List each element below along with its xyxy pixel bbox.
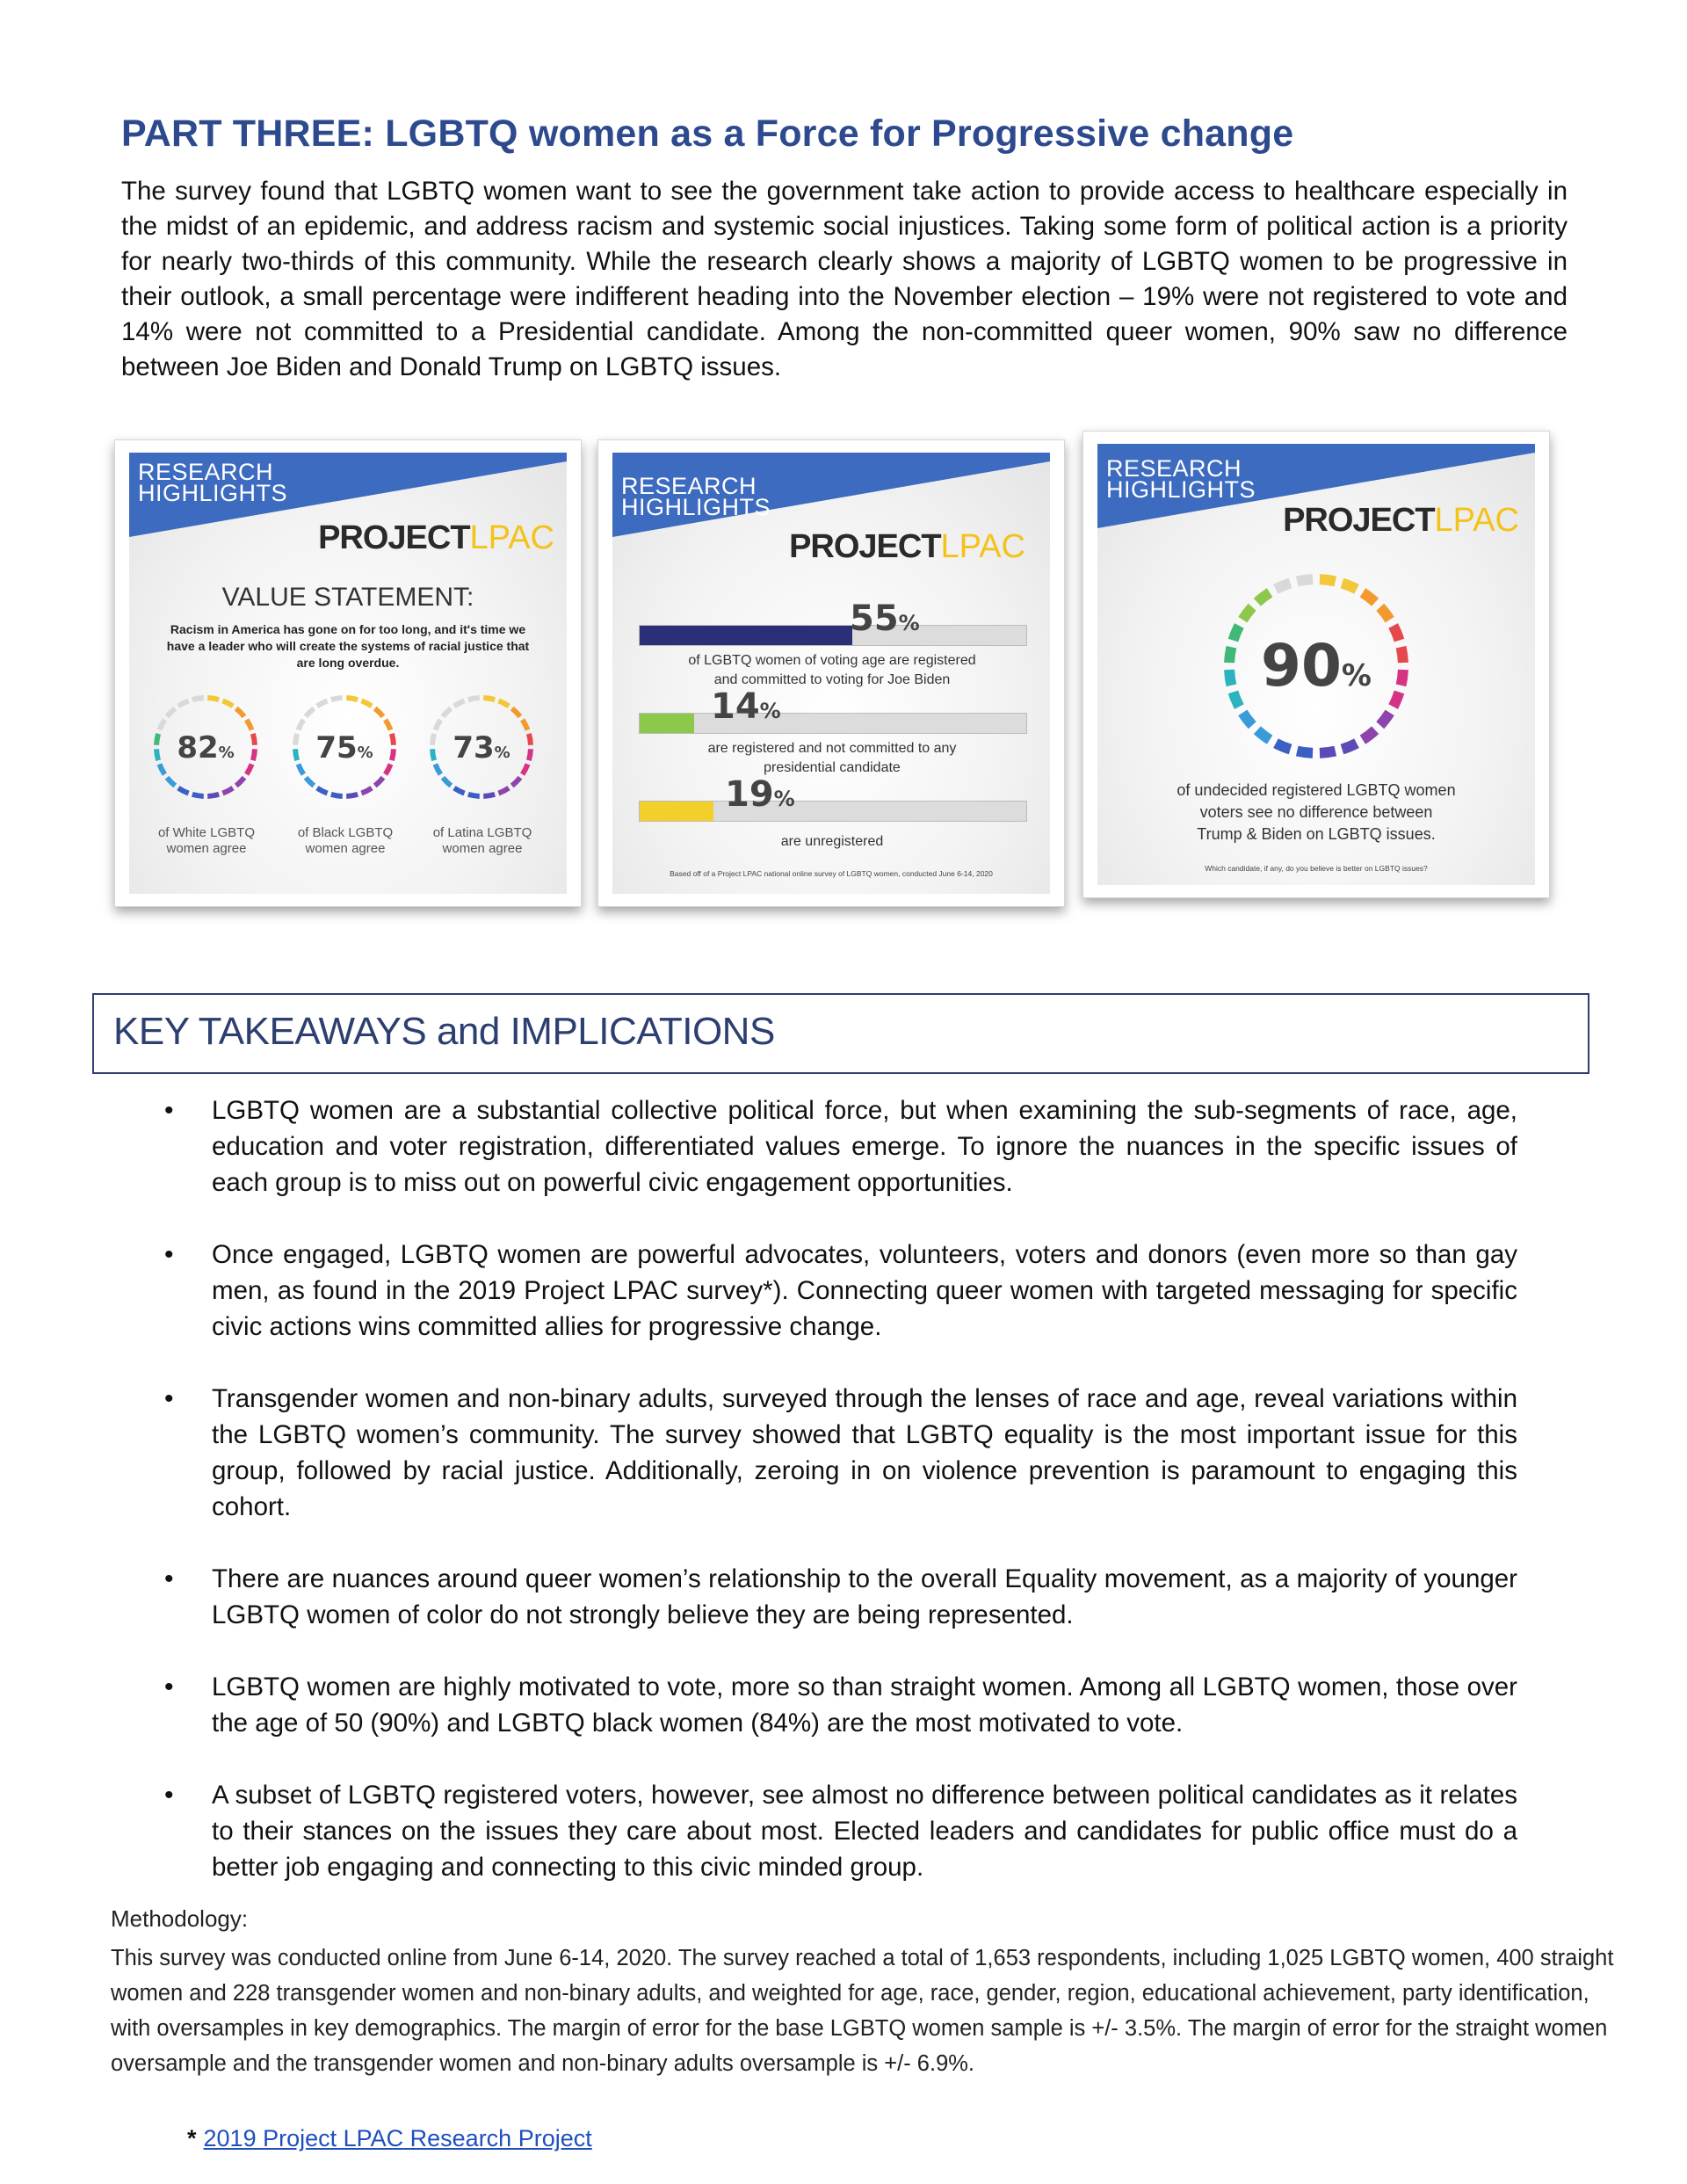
ring-value: 75%	[315, 730, 373, 765]
methodology-text: This survey was conducted online from June 6-14, 2020. The survey reached a total of 1,653 respondents, including 1,025 LGBTQ women, 400 straight women and 228 transgender women and non-binary adults, and weighted for age, race, gender, region, educational achievement, party identification, with oversamples in key demographics. The margin of error for the base LGBTQ women sample is +/- 3.5%. The margin of error for the straight women oversample and the transgender women and non-binary adults oversample is +/- 6.9%.	[111, 1946, 1614, 2076]
ring-segment	[247, 720, 252, 730]
ring-chart-black	[287, 690, 402, 804]
ring-segment	[1242, 607, 1252, 620]
ring-segment	[386, 720, 391, 730]
ring-segment	[1363, 592, 1375, 602]
ring-segment	[331, 698, 343, 700]
ring-label-black: of Black LGBTQ women agree	[297, 825, 394, 856]
research-project-link[interactable]: 2019 Project LPAC Research Project	[203, 2125, 592, 2151]
ring-segment	[443, 778, 451, 786]
list-item: • LGBTQ women are a substantial collective political force, but when examining the sub-segments of race, age, education and voter registration, differentiated values emerge. To ignore the nuances in the specific issues of each group is to miss out on powerful civic engagement opportunities.	[164, 1092, 1517, 1201]
ring-segment	[1297, 751, 1313, 753]
ring-segment	[1257, 730, 1270, 740]
ring-segment	[1320, 579, 1336, 581]
pct-biden: 55%	[850, 599, 920, 639]
bar-track-biden	[639, 625, 1027, 646]
ring-chart-latina	[424, 690, 539, 804]
list-item: • A subset of LGBTQ registered voters, however, see almost no difference between political candidates as it relates to their stances on the issues they care about most. Elected leaders and candidates for public office must do a better job engaging and connecting to this civic minded group.	[164, 1777, 1517, 1885]
project-lpac-logo: PROJECTLPAC	[1283, 502, 1519, 539]
banner-text: RESEARCH HIGHLIGHTS	[1106, 455, 1256, 503]
intro-paragraph: The survey found that LGBTQ women want to see the government take action to provide access to healthcare especially in the midst of an epidemic, and address racism and systemic social injustices. Taking some form of political action is a priority for nearly two-thirds of this community. While the research clearly shows a majority of LGBTQ women to be progressive in their outlook, a small percentage were indifferent heading into the November election – 19% were not registered to vote and 14% were not committed to a Presidential candidate. Among the non-committed queer women, 90% saw no difference between Joe Biden and Donald Trump on LGBTQ issues.	[121, 177, 1568, 381]
takeaways-list	[164, 1092, 1517, 1921]
ring-segment	[1276, 583, 1291, 589]
ring-segment	[432, 749, 434, 760]
list-item: • LGBTQ women are highly motivated to vote, more so than straight women. Among all LGBTQ women, those over the age of 50 (90%) and LGBTQ black women (84%) are the most motivated to vote.	[164, 1669, 1517, 1741]
ring-segment	[192, 795, 204, 796]
ring-segment	[1380, 713, 1390, 725]
project-lpac-logo: PROJECTLPAC	[789, 528, 1025, 565]
research-card-no-difference	[1082, 431, 1550, 898]
ring-segment	[1242, 713, 1252, 725]
ring-segment	[317, 700, 328, 706]
ring-segment	[178, 788, 189, 794]
bar-track-uncommitted	[639, 713, 1027, 734]
ring-segment	[529, 749, 531, 760]
ring-segment	[1394, 626, 1400, 641]
ring-segment	[386, 764, 391, 774]
ring-segment	[1276, 744, 1291, 750]
ring-segment	[1380, 607, 1390, 620]
list-item: • Once engaged, LGBTQ women are powerful advocates, volunteers, voters and donors (even more so than gay men, as found in the 2019 Project LPAC survey*). Connecting queer women with targeted messaging for specific civic actions wins committed allies for progressive change.	[164, 1237, 1517, 1345]
ring-segment	[483, 698, 495, 700]
ring-segment	[298, 764, 303, 774]
ring-segment	[1229, 670, 1231, 686]
key-takeaways-title: KEY TAKEAWAYS and IMPLICATIONS	[113, 1010, 775, 1053]
ring-label-latina: of Latina LGBTQ women agree	[432, 825, 532, 856]
ring-segment	[1401, 670, 1403, 686]
ring-segment	[207, 698, 219, 700]
ring-segment	[1233, 692, 1239, 707]
ring-segment	[1342, 744, 1357, 750]
ring-segment	[523, 764, 528, 774]
banner-text: RESEARCH HIGHLIGHTS	[621, 473, 771, 520]
ring-segment	[1229, 647, 1231, 663]
ring-segment	[167, 778, 175, 786]
ring-segment	[454, 788, 465, 794]
ring-segment	[295, 734, 297, 745]
ring-segment	[331, 795, 343, 796]
caption-unregistered: are unregistered	[780, 834, 884, 849]
ring-segment	[1363, 730, 1375, 740]
footnote-star: *	[187, 2125, 197, 2151]
ring-segment	[1342, 583, 1357, 589]
ring-segment	[483, 795, 495, 796]
ring-segment	[375, 708, 383, 716]
caption-undecided: of undecided registered LGBTQ women voters see no difference between Trump & Biden on LGBTQ issues.	[1177, 781, 1456, 843]
ring-segment	[361, 788, 372, 794]
ring-segment	[1257, 592, 1270, 602]
ring-segment	[454, 700, 465, 706]
ring-segment	[392, 749, 394, 760]
ring-segment	[432, 734, 434, 745]
ring-segment	[468, 698, 480, 700]
ring-segment	[346, 698, 358, 700]
ring-segment	[306, 708, 314, 716]
ring-segment	[1297, 579, 1313, 581]
ring-segment	[306, 778, 314, 786]
ring-segment	[361, 700, 372, 706]
ring-segment	[435, 720, 440, 730]
ring-segment	[156, 749, 158, 760]
bar-fill-biden	[640, 626, 852, 645]
ring-segment	[1401, 647, 1403, 663]
ring-segment	[159, 764, 164, 774]
ring-segment	[298, 720, 303, 730]
bar-fill-unregistered	[640, 802, 713, 821]
ring-chart-undecided	[1217, 567, 1415, 765]
ring-segment	[222, 700, 233, 706]
ring-segment	[317, 788, 328, 794]
ring-segment	[512, 708, 520, 716]
key-takeaways-box	[92, 993, 1589, 1074]
survey-footnote: Based off of a Project LPAC national online survey of LGBTQ women, conducted June 6-14, 2020	[670, 869, 993, 878]
footnote	[187, 2125, 592, 2152]
ring-segment	[236, 708, 244, 716]
ring-chart-white	[148, 690, 263, 804]
ring-value: 73%	[453, 730, 510, 765]
ring-segment	[253, 749, 255, 760]
ring-segment	[247, 764, 252, 774]
caption-uncommitted: are registered and not committed to any presidential candidate	[707, 741, 957, 775]
ring-segment	[167, 708, 175, 716]
ring-segment	[236, 778, 244, 786]
pct-uncommitted: 14%	[711, 686, 781, 727]
project-lpac-logo: PROJECTLPAC	[318, 519, 554, 556]
ring-segment	[295, 749, 297, 760]
research-card-voting-bars	[597, 439, 1065, 907]
ring-segment	[156, 734, 158, 745]
ring-segment	[1394, 692, 1400, 707]
pct-unregistered: 19%	[725, 774, 795, 815]
ring-segment	[192, 698, 204, 700]
ring-segment	[523, 720, 528, 730]
value-statement-heading: VALUE STATEMENT:	[221, 583, 474, 612]
ring-segment	[375, 778, 383, 786]
ring-segment	[512, 778, 520, 786]
ring-segment	[529, 734, 531, 745]
methodology-heading: Methodology:	[111, 1905, 249, 1932]
list-item: • There are nuances around queer women’s relationship to the overall Equality movement, as a majority of younger LGBTQ women of color do not strongly believe they are being represented.	[164, 1561, 1517, 1633]
ring-segment	[1320, 751, 1336, 753]
ring-value: 82%	[177, 730, 235, 765]
bar-track-unregistered	[639, 801, 1027, 822]
ring-segment	[178, 700, 189, 706]
ring-segment	[207, 795, 219, 796]
ring-segment	[443, 708, 451, 716]
ring-segment	[468, 795, 480, 796]
ring-segment	[346, 795, 358, 796]
ring-segment	[222, 788, 233, 794]
research-card-value-statement	[114, 439, 582, 907]
ring-segment	[435, 764, 440, 774]
ring-segment	[392, 734, 394, 745]
ring-segment	[498, 700, 509, 706]
banner-text: RESEARCH HIGHLIGHTS	[138, 459, 288, 506]
ring-label-white: of White LGBTQ women agree	[157, 825, 256, 856]
value-statement-text: Racism in America has gone on for too long, and it's time we have a leader who will create the systems of racial justice that are long overdue.	[166, 622, 530, 670]
ring-segment	[159, 720, 164, 730]
bar-fill-uncommitted	[640, 714, 694, 733]
ring-segment	[253, 734, 255, 745]
ring-segment	[1233, 626, 1239, 641]
list-item: • Transgender women and non-binary adults, surveyed through the lenses of race and age, reveal variations within the LGBTQ women’s community. The survey showed that LGBTQ equality is the most important issue for this group, followed by racial justice. Additionally, zeroing in on violence prevention is paramount to engaging this cohort.	[164, 1381, 1517, 1525]
caption-biden: of LGBTQ women of voting age are registered and committed to voting for Joe Biden	[688, 653, 976, 687]
survey-question: Which candidate, if any, do you believe is better on LGBTQ issues?	[1205, 864, 1428, 873]
ring-value: 90%	[1261, 632, 1372, 700]
ring-segment	[498, 788, 509, 794]
page-title: PART THREE: LGBTQ women as a Force for Progressive change	[121, 112, 1294, 155]
